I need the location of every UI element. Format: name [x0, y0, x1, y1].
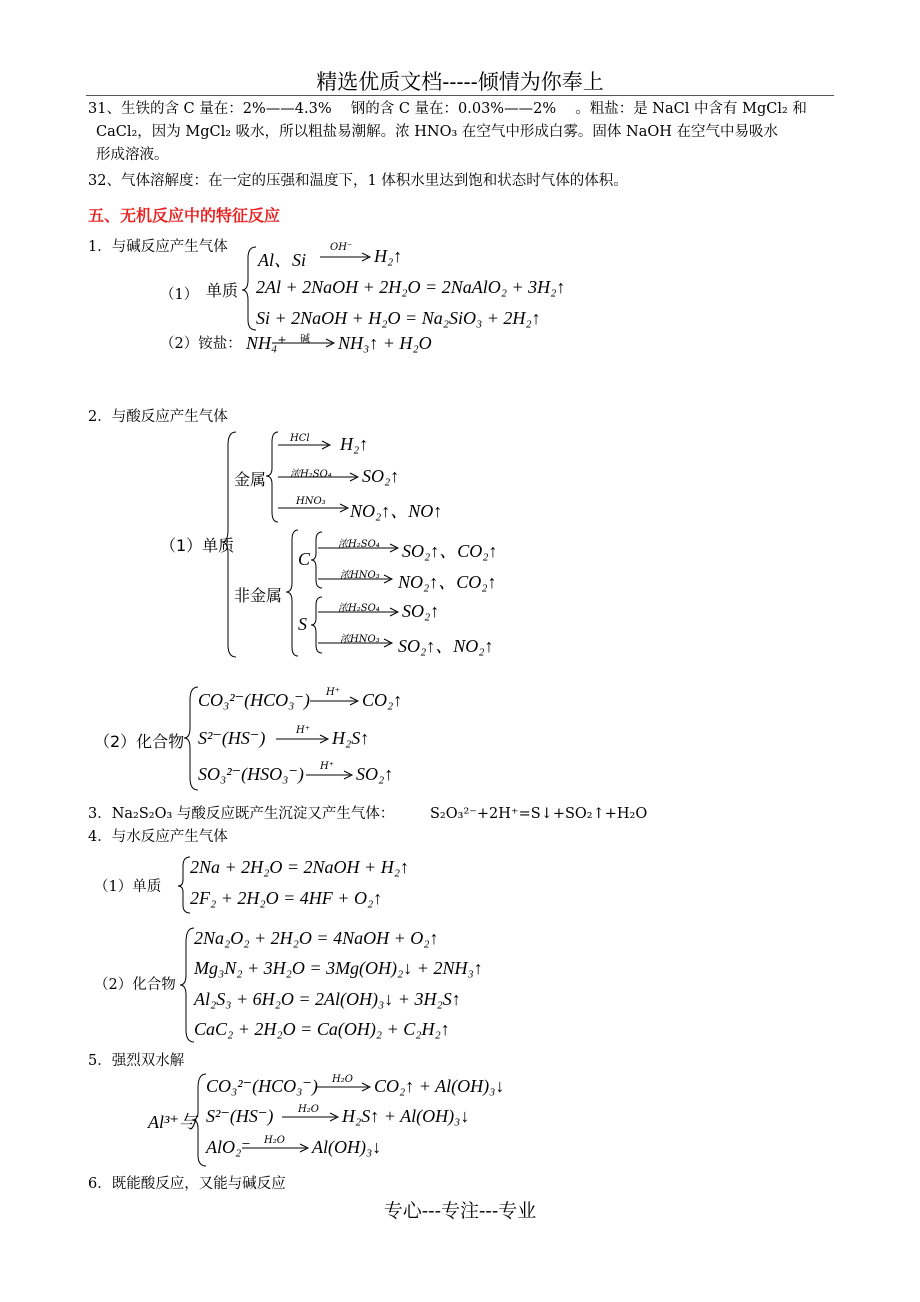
s6-heading: 6．既能酸反应，又能与碱反应	[88, 1176, 286, 1192]
s5-r2-cond: H₂O	[298, 1104, 319, 1115]
s5-r3-left: AlO₂⁻	[206, 1137, 251, 1157]
item-32: 32、气体溶解度：在一定的压强和温度下，1 体积水里达到饱和状态时气体的体积。	[88, 173, 628, 189]
s2-c-h2so4: 浓H₂SO₄	[338, 539, 380, 550]
s4-sub2-label: （2）化合物	[94, 977, 176, 993]
item-31-line1: 31、生铁的含 C 量在：2%——4.3% 钢的含 C 量在：0.03%——2% 。粗盐：是 NaCl 中含有 MgCl₂ 和	[88, 101, 807, 117]
s5-r1-left: CO₃²⁻(HCO₃⁻)	[206, 1076, 318, 1096]
s2-metal-h2so4: 浓H₂SO₄	[290, 469, 332, 480]
s4-heading: 4．与水反应产生气体	[88, 829, 228, 845]
s5-r1-right: CO₂↑ + Al(OH)₃↓	[374, 1076, 505, 1096]
s2-sub2-label: （2）化合物	[94, 732, 185, 751]
s5-r3-right: Al(OH)₃↓	[312, 1137, 382, 1157]
s5-r2-left: S²⁻(HS⁻)	[206, 1106, 274, 1126]
s5-r3-cond: H₂O	[264, 1135, 285, 1146]
s3-text: 3．Na₂S₂O₃ 与酸反应既产生沉淀又产生气体：	[88, 806, 395, 822]
s2-c-hno3: 浓HNO₃	[340, 570, 380, 581]
s1-heading: 1．与碱反应产生气体	[88, 239, 228, 255]
s1-sub1-word: 单质	[206, 281, 239, 300]
s2-metal-h2so4-prod: SO₂↑	[362, 466, 400, 486]
s2-s-hno3: 浓HNO₃	[340, 634, 380, 645]
s1-sub1-label: （1）	[160, 287, 199, 303]
s2-s-hno3-prod: SO₂↑、NO₂↑	[398, 636, 494, 656]
s2-nonmetal: 非金属	[234, 586, 283, 605]
s1-sub2-cond: 碱	[300, 334, 310, 345]
s2-c-h2so4-prod: SO₂↑、CO₂↑	[402, 541, 498, 561]
s4-e2: 2F₂ + 2H₂O = 4HF + O₂↑	[190, 888, 383, 908]
s1-eq1-cond: OH⁻	[330, 242, 353, 253]
s5-r1-cond: H₂O	[332, 1074, 353, 1085]
s2-metal-hcl-prod: H₂↑	[340, 434, 369, 454]
s2-c3-right: SO₂↑	[356, 764, 394, 784]
s4-e4: Mg₃N₂ + 3H₂O = 3Mg(OH)₂↓ + 2NH₃↑	[194, 958, 483, 978]
s1-eq3: Si + 2NaOH + H₂O = Na₂SiO₃ + 2H₂↑	[256, 308, 541, 328]
s2-s-label: S	[298, 614, 307, 634]
s3-eq: S₂O₃²⁻+2H⁺=S↓+SO₂↑+H₂O	[430, 806, 648, 822]
s2-s-h2so4: 浓H₂SO₄	[338, 603, 380, 614]
s2-heading: 2．与酸反应产生气体	[88, 409, 228, 425]
s2-metal-hno3: HNO₃	[296, 496, 326, 507]
page-footer: 专心---专注---专业	[383, 1200, 537, 1222]
section-title: 五、无机反应中的特征反应	[88, 206, 281, 225]
s2-c1-cond: H⁺	[326, 687, 340, 698]
s2-c1-right: CO₂↑	[362, 690, 403, 710]
s4-e6: CaC₂ + 2H₂O = Ca(OH)₂ + C₂H₂↑	[194, 1019, 450, 1039]
s2-c1-left: CO₃²⁻(HCO₃⁻)	[198, 690, 310, 710]
s2-metal-hcl: HCl	[290, 433, 310, 444]
s4-e1: 2Na + 2H₂O = 2NaOH + H₂↑	[190, 857, 409, 877]
item-31-line2: CaCl₂，因为 MgCl₂ 吸水，所以粗盐易潮解。浓 HNO₃ 在空气中形成白雾。固体 NaOH 在空气中易吸水	[96, 124, 779, 140]
s2-c-hno3-prod: NO₂↑、CO₂↑	[398, 572, 497, 592]
s2-sub1-label: （1）单质	[160, 536, 235, 555]
s2-c2-right: H₂S↑	[332, 728, 370, 748]
s2-c3-left: SO₃²⁻(HSO₃⁻)	[198, 764, 304, 784]
s5-heading: 5．强烈双水解	[88, 1053, 185, 1069]
s2-c2-cond: H⁺	[296, 725, 310, 736]
page-header: 精选优质文档-----倾情为你奉上	[316, 70, 604, 94]
s1-eq2: 2Al + 2NaOH + 2H₂O = 2NaAlO₂ + 3H₂↑	[256, 277, 566, 297]
s2-c-label: C	[298, 549, 311, 569]
s2-c3-cond: H⁺	[320, 761, 334, 772]
s2-c2-left: S²⁻(HS⁻)	[198, 728, 266, 748]
s5-lead: Al³⁺与	[148, 1112, 197, 1132]
item-31-line3: 形成溶液。	[96, 147, 169, 163]
s1-eq1-right: H₂↑	[374, 246, 403, 266]
s1-sub2-left: NH₄⁺	[246, 333, 287, 353]
s2-metal-hno3-prod: NO₂↑、NO↑	[350, 501, 443, 521]
s2-s-h2so4-prod: SO₂↑	[402, 601, 440, 621]
s4-sub1-label: （1）单质	[94, 879, 162, 895]
s2-metal: 金属	[234, 470, 267, 489]
s4-e3: 2Na₂O₂ + 2H₂O = 4NaOH + O₂↑	[194, 928, 439, 948]
s1-sub2-label: （2）铵盐：	[160, 336, 242, 352]
s1-sub2-right: NH₃↑ + H₂O	[338, 333, 432, 353]
s4-e5: Al₂S₃ + 6H₂O = 2Al(OH)₃↓ + 3H₂S↑	[194, 989, 461, 1009]
s1-eq1-left: Al、Si	[258, 250, 306, 270]
s5-r2-right: H₂S↑ + Al(OH)₃↓	[342, 1106, 470, 1126]
